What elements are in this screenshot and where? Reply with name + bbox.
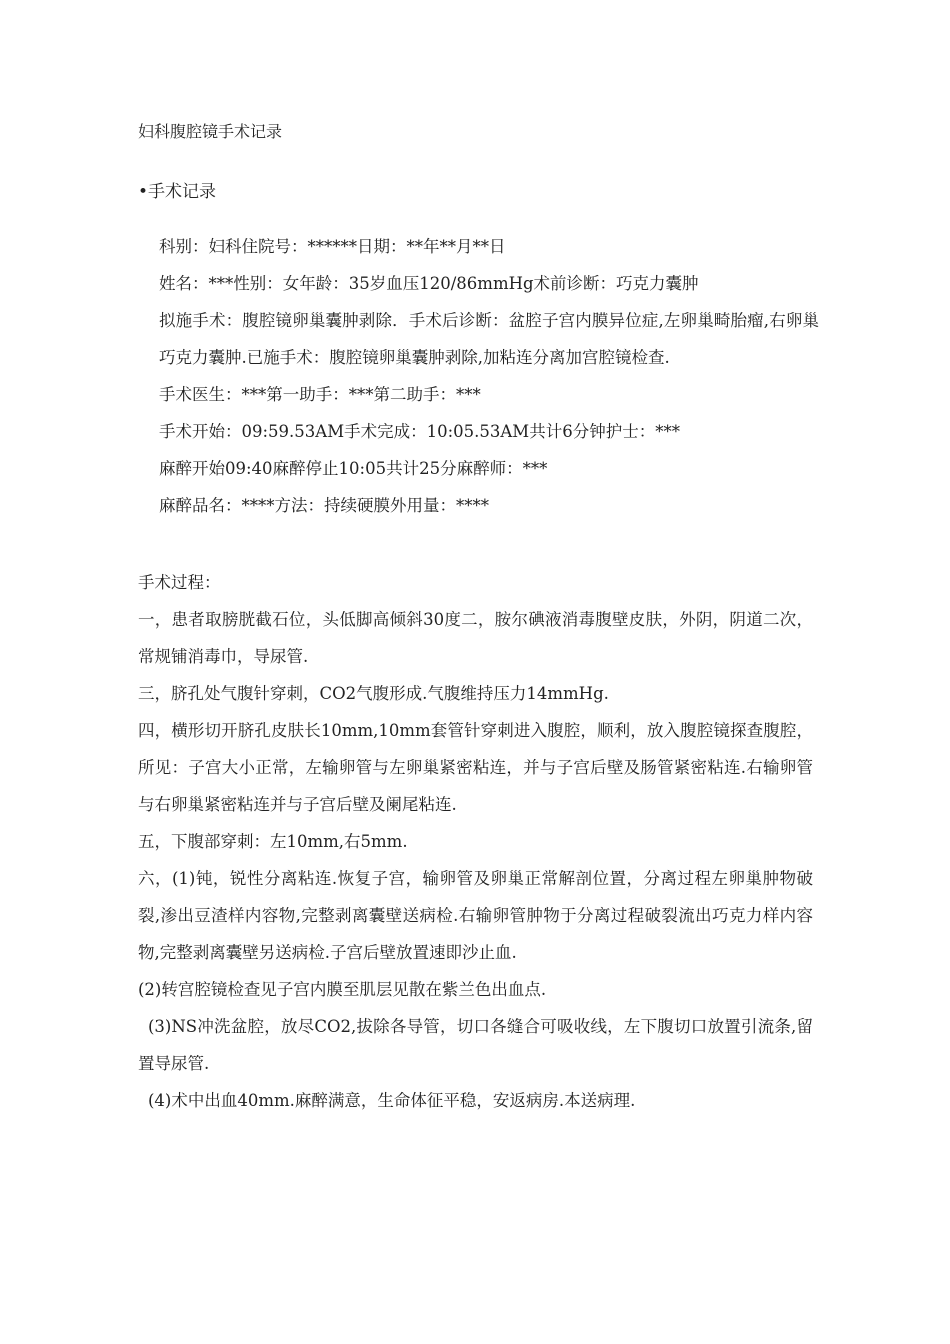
diagnosis-line: 拟施手术：腹腔镜卵巢囊肿剥除．手术后诊断：盆腔子宫内膜异位症,左卵巢畸胎瘤,右卵巢巧克力囊肿.已施手术：腹腔镜卵巢囊肿剥除,加粘连分离加宫腔镜检查. bbox=[159, 311, 819, 367]
surgeon-line: 手术医生：***第一助手：***第二助手：*** bbox=[159, 385, 481, 404]
process-step-6-3: (3)NS冲洗盆腔，放尽CO2,拔除各导管，切口各缝合可吸收线，左下腹切口放置引流条,留置导尿管. bbox=[138, 1017, 813, 1073]
surgery-time-line: 手术开始：09:59.53AM手术完成：10:05.53AM共计6分钟护士：*** bbox=[159, 422, 680, 441]
process-step-4: 四，横形切开脐孔皮肤长10mm,10mm套管针穿刺进入腹腔，顺利，放入腹腔镜探查腹腔，所见：子宫大小正常，左输卵管与左卵巢紧密粘连，并与子宫后壁及肠管紧密粘连.右输卵管与右卵巢紧密粘连并与子宫后壁及阑尾粘连. bbox=[138, 721, 813, 814]
process-label: 手术过程： bbox=[138, 573, 221, 592]
process-step-3: 三，脐孔处气腹针穿刺，CO2气腹形成.气腹维持压力14mmHg. bbox=[138, 684, 609, 703]
process-step-6-2: (2)转宫腔镜检查见子宫内膜至肌层见散在紫兰色出血点. bbox=[138, 980, 547, 999]
document-title: 妇科腹腔镜手术记录 bbox=[138, 122, 283, 141]
process-step-5: 五，下腹部穿刺：左10mm,右5mm. bbox=[138, 832, 408, 851]
anesthesia-time-line: 麻醉开始09:40麻醉停止10:05共计25分麻醉师：*** bbox=[159, 459, 548, 478]
section-heading: •手术记录 bbox=[138, 182, 217, 202]
process-step-6: 六，(1)钝，锐性分离粘连.恢复子宫，输卵管及卵巢正常解剖位置，分离过程左卵巢肿物破裂,渗出豆渣样内容物,完整剥离囊壁送病检.右输卵管肿物于分离过程破裂流出巧克力样内容物,完整剥离囊壁另送病检.子宫后壁放置速即沙止血. bbox=[138, 869, 813, 962]
department-line: 科别：妇科住院号：******日期：**年**月**日 bbox=[159, 237, 506, 256]
surgery-process-block bbox=[138, 564, 813, 1119]
patient-line: 姓名：***性别：女年龄：35岁血压120/86mmHg术前诊断：巧克力囊肿 bbox=[159, 274, 699, 293]
surgery-info-block bbox=[159, 228, 819, 524]
anesthesia-drug-line: 麻醉品名：****方法：持续硬膜外用量：**** bbox=[159, 496, 489, 515]
process-step-1: 一，患者取膀胱截石位，头低脚高倾斜30度二，胺尔碘液消毒腹壁皮肤，外阴，阴道二次，常规铺消毒巾，导尿管. bbox=[138, 610, 813, 666]
process-step-6-4: (4)术中出血40mm.麻醉满意，生命体征平稳，安返病房.本送病理. bbox=[148, 1091, 636, 1110]
